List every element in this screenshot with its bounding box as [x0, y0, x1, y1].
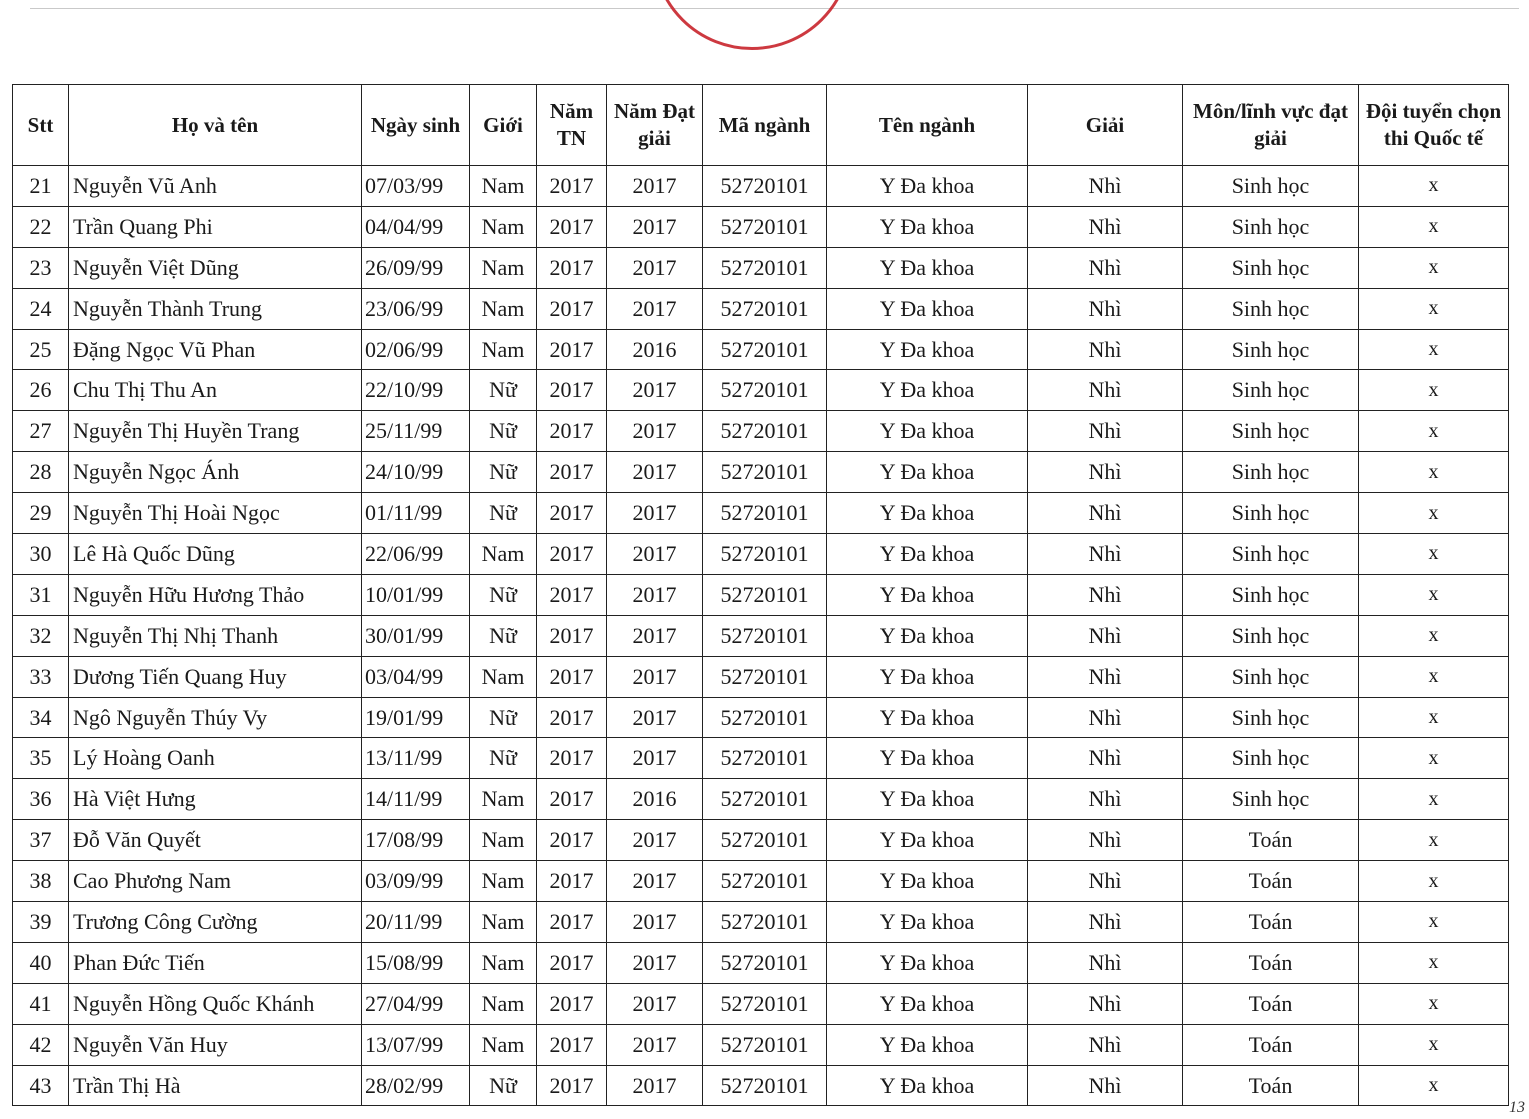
- table-row: [13, 902, 1509, 943]
- cell-grad-year: 2017: [537, 288, 607, 329]
- cell-subject: Sinh học: [1183, 288, 1359, 329]
- cell-major-name: Y Đa khoa: [827, 411, 1028, 452]
- cell-major-code: 52720101: [703, 656, 827, 697]
- cell-stt: 38: [13, 861, 69, 902]
- cell-prize: Nhì: [1028, 820, 1183, 861]
- cell-subject: Sinh học: [1183, 370, 1359, 411]
- cell-prize: Nhì: [1028, 206, 1183, 247]
- cell-stt: 25: [13, 329, 69, 370]
- cell-subject: Sinh học: [1183, 656, 1359, 697]
- cell-dob: 17/08/99: [362, 820, 470, 861]
- header-prize: Giải: [1028, 85, 1183, 166]
- cell-prize: Nhì: [1028, 697, 1183, 738]
- cell-international-team: x: [1359, 615, 1509, 656]
- cell-major-name: Y Đa khoa: [827, 288, 1028, 329]
- cell-prize: Nhì: [1028, 983, 1183, 1024]
- cell-international-team: x: [1359, 983, 1509, 1024]
- cell-dob: 02/06/99: [362, 329, 470, 370]
- cell-name: Nguyễn Thị Hoài Ngọc: [69, 493, 362, 534]
- cell-international-team: x: [1359, 206, 1509, 247]
- cell-name: Lê Hà Quốc Dũng: [69, 534, 362, 575]
- cell-award-year: 2016: [607, 329, 703, 370]
- cell-grad-year: 2017: [537, 697, 607, 738]
- cell-major-code: 52720101: [703, 779, 827, 820]
- cell-subject: Sinh học: [1183, 411, 1359, 452]
- cell-gender: Nam: [470, 656, 537, 697]
- cell-name: Nguyễn Ngọc Ánh: [69, 452, 362, 493]
- cell-prize: Nhì: [1028, 942, 1183, 983]
- cell-dob: 03/09/99: [362, 861, 470, 902]
- header-subject: Môn/lĩnh vực đạt giải: [1183, 85, 1359, 166]
- cell-stt: 40: [13, 942, 69, 983]
- cell-major-code: 52720101: [703, 166, 827, 207]
- cell-international-team: x: [1359, 370, 1509, 411]
- cell-dob: 14/11/99: [362, 779, 470, 820]
- stamp-arc: [652, 0, 852, 50]
- cell-gender: Nam: [470, 902, 537, 943]
- cell-award-year: 2017: [607, 656, 703, 697]
- cell-major-code: 52720101: [703, 942, 827, 983]
- cell-dob: 25/11/99: [362, 411, 470, 452]
- cell-gender: Nam: [470, 983, 537, 1024]
- table-row: [13, 411, 1509, 452]
- cell-award-year: 2017: [607, 1024, 703, 1065]
- cell-grad-year: 2017: [537, 166, 607, 207]
- cell-award-year: 2017: [607, 411, 703, 452]
- cell-major-code: 52720101: [703, 615, 827, 656]
- cell-stt: 21: [13, 166, 69, 207]
- cell-subject: Sinh học: [1183, 534, 1359, 575]
- cell-stt: 42: [13, 1024, 69, 1065]
- header-name: Họ và tên: [69, 85, 362, 166]
- cell-award-year: 2017: [607, 942, 703, 983]
- cell-dob: 27/04/99: [362, 983, 470, 1024]
- cell-prize: Nhì: [1028, 452, 1183, 493]
- cell-stt: 41: [13, 983, 69, 1024]
- cell-major-name: Y Đa khoa: [827, 820, 1028, 861]
- cell-major-name: Y Đa khoa: [827, 615, 1028, 656]
- cell-award-year: 2017: [607, 166, 703, 207]
- cell-gender: Nam: [470, 942, 537, 983]
- header-major-code: Mã ngành: [703, 85, 827, 166]
- cell-award-year: 2017: [607, 902, 703, 943]
- cell-prize: Nhì: [1028, 615, 1183, 656]
- cell-major-name: Y Đa khoa: [827, 1065, 1028, 1106]
- cell-grad-year: 2017: [537, 942, 607, 983]
- cell-prize: Nhì: [1028, 329, 1183, 370]
- table-row: [13, 166, 1509, 207]
- cell-gender: Nam: [470, 166, 537, 207]
- cell-stt: 33: [13, 656, 69, 697]
- cell-major-code: 52720101: [703, 983, 827, 1024]
- cell-dob: 23/06/99: [362, 288, 470, 329]
- cell-subject: Sinh học: [1183, 452, 1359, 493]
- cell-name: Nguyễn Hồng Quốc Khánh: [69, 983, 362, 1024]
- cell-international-team: x: [1359, 493, 1509, 534]
- cell-grad-year: 2017: [537, 493, 607, 534]
- cell-prize: Nhì: [1028, 247, 1183, 288]
- cell-major-name: Y Đa khoa: [827, 452, 1028, 493]
- cell-subject: Toán: [1183, 942, 1359, 983]
- cell-major-code: 52720101: [703, 493, 827, 534]
- header-dob: Ngày sinh: [362, 85, 470, 166]
- table-row: [13, 329, 1509, 370]
- cell-award-year: 2017: [607, 288, 703, 329]
- cell-dob: 13/07/99: [362, 1024, 470, 1065]
- cell-gender: Nam: [470, 779, 537, 820]
- cell-international-team: x: [1359, 942, 1509, 983]
- cell-major-name: Y Đa khoa: [827, 942, 1028, 983]
- cell-award-year: 2017: [607, 493, 703, 534]
- cell-gender: Nữ: [470, 370, 537, 411]
- cell-name: Lý Hoàng Oanh: [69, 738, 362, 779]
- cell-major-name: Y Đa khoa: [827, 861, 1028, 902]
- table-row: [13, 452, 1509, 493]
- cell-grad-year: 2017: [537, 329, 607, 370]
- cell-name: Nguyễn Hữu Hương Thảo: [69, 574, 362, 615]
- cell-gender: Nữ: [470, 738, 537, 779]
- header-grad-year: Năm TN: [537, 85, 607, 166]
- cell-gender: Nam: [470, 1024, 537, 1065]
- cell-international-team: x: [1359, 902, 1509, 943]
- cell-subject: Toán: [1183, 1024, 1359, 1065]
- cell-stt: 36: [13, 779, 69, 820]
- header-award-year: Năm Đạt giải: [607, 85, 703, 166]
- cell-award-year: 2016: [607, 779, 703, 820]
- cell-subject: Toán: [1183, 983, 1359, 1024]
- cell-major-name: Y Đa khoa: [827, 493, 1028, 534]
- cell-major-name: Y Đa khoa: [827, 656, 1028, 697]
- table-row: [13, 288, 1509, 329]
- cell-gender: Nữ: [470, 493, 537, 534]
- cell-international-team: x: [1359, 288, 1509, 329]
- cell-subject: Sinh học: [1183, 493, 1359, 534]
- red-stamp: [640, 0, 865, 55]
- cell-prize: Nhì: [1028, 574, 1183, 615]
- cell-stt: 29: [13, 493, 69, 534]
- cell-subject: Sinh học: [1183, 615, 1359, 656]
- cell-stt: 39: [13, 902, 69, 943]
- cell-prize: Nhì: [1028, 1024, 1183, 1065]
- cell-award-year: 2017: [607, 247, 703, 288]
- cell-major-code: 52720101: [703, 1065, 827, 1106]
- cell-award-year: 2017: [607, 1065, 703, 1106]
- cell-grad-year: 2017: [537, 902, 607, 943]
- cell-prize: Nhì: [1028, 534, 1183, 575]
- cell-award-year: 2017: [607, 820, 703, 861]
- cell-name: Nguyễn Vũ Anh: [69, 166, 362, 207]
- cell-international-team: x: [1359, 861, 1509, 902]
- cell-subject: Sinh học: [1183, 247, 1359, 288]
- cell-stt: 26: [13, 370, 69, 411]
- cell-major-code: 52720101: [703, 697, 827, 738]
- cell-major-code: 52720101: [703, 411, 827, 452]
- table-row: [13, 983, 1509, 1024]
- cell-name: Nguyễn Thị Nhị Thanh: [69, 615, 362, 656]
- table-header-row: [13, 85, 1509, 166]
- cell-name: Nguyễn Văn Huy: [69, 1024, 362, 1065]
- cell-name: Dương Tiến Quang Huy: [69, 656, 362, 697]
- cell-major-code: 52720101: [703, 288, 827, 329]
- table-row: [13, 534, 1509, 575]
- cell-subject: Toán: [1183, 861, 1359, 902]
- cell-major-code: 52720101: [703, 574, 827, 615]
- cell-grad-year: 2017: [537, 370, 607, 411]
- cell-grad-year: 2017: [537, 779, 607, 820]
- cell-gender: Nữ: [470, 411, 537, 452]
- cell-grad-year: 2017: [537, 1024, 607, 1065]
- cell-prize: Nhì: [1028, 370, 1183, 411]
- cell-name: Hà Việt Hưng: [69, 779, 362, 820]
- table-row: [13, 1065, 1509, 1106]
- cell-major-name: Y Đa khoa: [827, 247, 1028, 288]
- cell-stt: 24: [13, 288, 69, 329]
- cell-subject: Sinh học: [1183, 574, 1359, 615]
- cell-award-year: 2017: [607, 574, 703, 615]
- cell-international-team: x: [1359, 574, 1509, 615]
- cell-gender: Nam: [470, 206, 537, 247]
- cell-major-name: Y Đa khoa: [827, 902, 1028, 943]
- cell-gender: Nam: [470, 288, 537, 329]
- cell-gender: Nam: [470, 329, 537, 370]
- cell-stt: 30: [13, 534, 69, 575]
- cell-award-year: 2017: [607, 861, 703, 902]
- cell-international-team: x: [1359, 452, 1509, 493]
- cell-name: Trần Quang Phi: [69, 206, 362, 247]
- table-row: [13, 779, 1509, 820]
- cell-international-team: x: [1359, 738, 1509, 779]
- cell-dob: 30/01/99: [362, 615, 470, 656]
- cell-award-year: 2017: [607, 738, 703, 779]
- cell-prize: Nhì: [1028, 1065, 1183, 1106]
- cell-name: Trần Thị Hà: [69, 1065, 362, 1106]
- header-gender: Giới: [470, 85, 537, 166]
- cell-stt: 43: [13, 1065, 69, 1106]
- cell-dob: 26/09/99: [362, 247, 470, 288]
- cell-major-name: Y Đa khoa: [827, 370, 1028, 411]
- cell-gender: Nam: [470, 861, 537, 902]
- cell-grad-year: 2017: [537, 411, 607, 452]
- cell-dob: 28/02/99: [362, 1065, 470, 1106]
- cell-stt: 22: [13, 206, 69, 247]
- cell-grad-year: 2017: [537, 861, 607, 902]
- cell-award-year: 2017: [607, 370, 703, 411]
- cell-name: Trương Công Cường: [69, 902, 362, 943]
- cell-grad-year: 2017: [537, 247, 607, 288]
- table-row: [13, 1024, 1509, 1065]
- cell-dob: 04/04/99: [362, 206, 470, 247]
- cell-prize: Nhì: [1028, 288, 1183, 329]
- cell-subject: Sinh học: [1183, 738, 1359, 779]
- cell-name: Đỗ Văn Quyết: [69, 820, 362, 861]
- cell-gender: Nam: [470, 534, 537, 575]
- cell-international-team: x: [1359, 1024, 1509, 1065]
- cell-major-code: 52720101: [703, 861, 827, 902]
- cell-subject: Sinh học: [1183, 206, 1359, 247]
- cell-international-team: x: [1359, 779, 1509, 820]
- cell-international-team: x: [1359, 411, 1509, 452]
- cell-stt: 35: [13, 738, 69, 779]
- cell-dob: 20/11/99: [362, 902, 470, 943]
- table-row: [13, 656, 1509, 697]
- cell-major-code: 52720101: [703, 820, 827, 861]
- cell-major-name: Y Đa khoa: [827, 534, 1028, 575]
- header-stt: Stt: [13, 85, 69, 166]
- table-row: [13, 820, 1509, 861]
- cell-major-name: Y Đa khoa: [827, 779, 1028, 820]
- cell-major-code: 52720101: [703, 206, 827, 247]
- cell-international-team: x: [1359, 1065, 1509, 1106]
- cell-award-year: 2017: [607, 452, 703, 493]
- table-row: [13, 574, 1509, 615]
- header-major-name: Tên ngành: [827, 85, 1028, 166]
- table-row: [13, 942, 1509, 983]
- cell-grad-year: 2017: [537, 574, 607, 615]
- cell-grad-year: 2017: [537, 206, 607, 247]
- cell-international-team: x: [1359, 697, 1509, 738]
- cell-name: Đặng Ngọc Vũ Phan: [69, 329, 362, 370]
- cell-international-team: x: [1359, 166, 1509, 207]
- cell-prize: Nhì: [1028, 738, 1183, 779]
- cell-major-name: Y Đa khoa: [827, 574, 1028, 615]
- cell-dob: 07/03/99: [362, 166, 470, 207]
- cell-major-code: 52720101: [703, 370, 827, 411]
- cell-grad-year: 2017: [537, 615, 607, 656]
- cell-gender: Nữ: [470, 615, 537, 656]
- cell-name: Chu Thị Thu An: [69, 370, 362, 411]
- table-row: [13, 697, 1509, 738]
- cell-dob: 19/01/99: [362, 697, 470, 738]
- cell-grad-year: 2017: [537, 983, 607, 1024]
- table-row: [13, 738, 1509, 779]
- cell-subject: Sinh học: [1183, 697, 1359, 738]
- cell-gender: Nam: [470, 820, 537, 861]
- cell-name: Nguyễn Thị Huyền Trang: [69, 411, 362, 452]
- cell-name: Phan Đức Tiến: [69, 942, 362, 983]
- cell-grad-year: 2017: [537, 534, 607, 575]
- cell-dob: 22/10/99: [362, 370, 470, 411]
- table-row: [13, 247, 1509, 288]
- table-row: [13, 206, 1509, 247]
- cell-major-name: Y Đa khoa: [827, 206, 1028, 247]
- cell-stt: 28: [13, 452, 69, 493]
- cell-dob: 03/04/99: [362, 656, 470, 697]
- cell-dob: 13/11/99: [362, 738, 470, 779]
- cell-award-year: 2017: [607, 534, 703, 575]
- cell-award-year: 2017: [607, 697, 703, 738]
- cell-stt: 34: [13, 697, 69, 738]
- table-row: [13, 615, 1509, 656]
- cell-major-code: 52720101: [703, 329, 827, 370]
- cell-subject: Toán: [1183, 1065, 1359, 1106]
- cell-gender: Nữ: [470, 1065, 537, 1106]
- cell-major-name: Y Đa khoa: [827, 1024, 1028, 1065]
- cell-grad-year: 2017: [537, 452, 607, 493]
- cell-award-year: 2017: [607, 983, 703, 1024]
- cell-prize: Nhì: [1028, 493, 1183, 534]
- cell-award-year: 2017: [607, 615, 703, 656]
- cell-major-code: 52720101: [703, 738, 827, 779]
- cell-international-team: x: [1359, 656, 1509, 697]
- cell-prize: Nhì: [1028, 902, 1183, 943]
- table-row: [13, 370, 1509, 411]
- cell-stt: 37: [13, 820, 69, 861]
- cell-dob: 22/06/99: [362, 534, 470, 575]
- cell-dob: 15/08/99: [362, 942, 470, 983]
- cell-prize: Nhì: [1028, 861, 1183, 902]
- cell-major-code: 52720101: [703, 452, 827, 493]
- cell-subject: Toán: [1183, 902, 1359, 943]
- cell-name: Cao Phương Nam: [69, 861, 362, 902]
- awards-table: [12, 84, 1509, 1106]
- cell-major-name: Y Đa khoa: [827, 697, 1028, 738]
- cell-stt: 23: [13, 247, 69, 288]
- cell-prize: Nhì: [1028, 411, 1183, 452]
- cell-prize: Nhì: [1028, 166, 1183, 207]
- cell-major-code: 52720101: [703, 1024, 827, 1065]
- cell-international-team: x: [1359, 820, 1509, 861]
- cell-grad-year: 2017: [537, 656, 607, 697]
- cell-international-team: x: [1359, 247, 1509, 288]
- cell-name: Nguyễn Việt Dũng: [69, 247, 362, 288]
- cell-grad-year: 2017: [537, 738, 607, 779]
- cell-major-name: Y Đa khoa: [827, 983, 1028, 1024]
- table-row: [13, 493, 1509, 534]
- cell-stt: 27: [13, 411, 69, 452]
- cell-grad-year: 2017: [537, 820, 607, 861]
- cell-major-name: Y Đa khoa: [827, 329, 1028, 370]
- cell-name: Nguyễn Thành Trung: [69, 288, 362, 329]
- cell-grad-year: 2017: [537, 1065, 607, 1106]
- cell-award-year: 2017: [607, 206, 703, 247]
- cell-gender: Nữ: [470, 697, 537, 738]
- cell-dob: 24/10/99: [362, 452, 470, 493]
- cell-prize: Nhì: [1028, 779, 1183, 820]
- cell-major-name: Y Đa khoa: [827, 166, 1028, 207]
- cell-subject: Toán: [1183, 820, 1359, 861]
- cell-name: Ngô Nguyễn Thúy Vy: [69, 697, 362, 738]
- cell-subject: Sinh học: [1183, 329, 1359, 370]
- cell-major-name: Y Đa khoa: [827, 738, 1028, 779]
- cell-international-team: x: [1359, 329, 1509, 370]
- cell-subject: Sinh học: [1183, 779, 1359, 820]
- page-number: 13: [1509, 1099, 1525, 1116]
- table-row: [13, 861, 1509, 902]
- table-body: [13, 166, 1509, 1106]
- cell-gender: Nữ: [470, 452, 537, 493]
- cell-major-code: 52720101: [703, 902, 827, 943]
- cell-stt: 31: [13, 574, 69, 615]
- cell-gender: Nữ: [470, 574, 537, 615]
- cell-dob: 01/11/99: [362, 493, 470, 534]
- cell-prize: Nhì: [1028, 656, 1183, 697]
- header-international-team: Đội tuyển chọn thi Quốc tế: [1359, 85, 1509, 166]
- cell-gender: Nam: [470, 247, 537, 288]
- cell-stt: 32: [13, 615, 69, 656]
- cell-major-code: 52720101: [703, 247, 827, 288]
- cell-international-team: x: [1359, 534, 1509, 575]
- cell-major-code: 52720101: [703, 534, 827, 575]
- cell-dob: 10/01/99: [362, 574, 470, 615]
- cell-subject: Sinh học: [1183, 166, 1359, 207]
